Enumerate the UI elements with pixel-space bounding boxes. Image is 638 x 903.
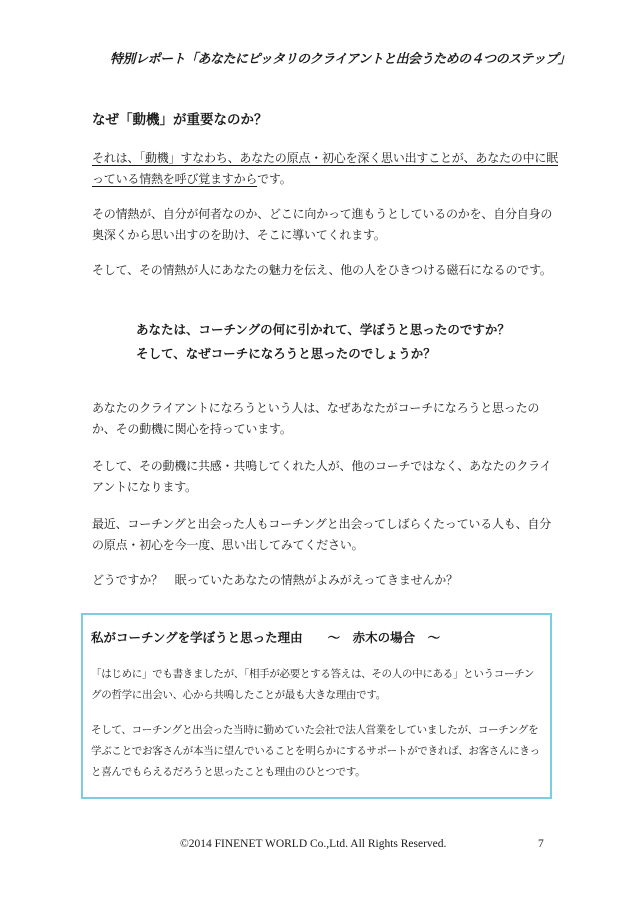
section-heading: なぜ「動機」が重要なのか？ xyxy=(92,112,268,128)
page-number: 7 xyxy=(538,838,544,850)
paragraph-2: その情熱が、自分が何者なのか、どこに向かって進もうとしているのかを、自分自身の奥深くから思い出すのを助け、そこに導いてくれます。 xyxy=(92,207,553,242)
question-line-1: あなたは、コーチングの何に引かれて、学ぼうと思ったのですか？ xyxy=(136,322,510,337)
story-box-paragraph-2: そして、コーチングと出会った当時に勤めていた会社で法人営業をしていましたが、コーチングを学ぶことでお客さんが本当に望んでいることを明らかにするサポートができれば、お客さんにきっと喜んでもらえるだろうと思ったことも理由のひとつです。 xyxy=(91,724,540,778)
footer-copyright: ©2014 FINENET WORLD Co.,Ltd. All Rights Reserved. xyxy=(180,838,447,850)
paragraph-1 xyxy=(92,148,560,190)
question-line-2: そして、なぜコーチになろうと思ったのでしょうか？ xyxy=(136,346,436,361)
paragraph-7: どうですか？ 眠っていたあなたの情熱がよみがえってきませんか？ xyxy=(92,573,458,587)
paragraph-1-underlined: それは、「動機」すなわち、あなたの原点・初心を深く思い出すことが、あなたの中に眠っている情熱を呼び覚ますから xyxy=(92,151,559,186)
paragraph-6: 最近、コーチングと出会った人もコーチングと出会ってしばらくたっている人も、自分の原点・初心を今一度、思い出してみてください。 xyxy=(92,517,552,552)
paragraph-5: そして、その動機に共感・共鳴してくれた人が、他のコーチではなく、あなたのクライアントになります。 xyxy=(92,459,552,494)
report-header-title: 特別レポート「あなたにピッタリのクライアントと出会うための４つのステップ」 xyxy=(110,52,571,67)
paragraph-3: そして、その情熱が人にあなたの魅力を伝え、他の人をひきつける磁石になるのです。 xyxy=(92,263,552,277)
story-box-paragraph-1: 「はじめに」でも書きましたが、「相手が必要とする答えは、その人の中にある」というコーチングの哲学に出会い、心から共鳴したことが最も大きな理由です。 xyxy=(91,668,535,701)
story-box-title: 私がコーチングを学ぼうと思った理由 ～ 赤木の場合 ～ xyxy=(91,630,441,645)
paragraph-1-rest: です。 xyxy=(257,172,292,186)
paragraph-4: あなたのクライアントになろうという人は、なぜあなたがコーチになろうと思ったのか、その動機に関心を持っています。 xyxy=(92,401,540,436)
